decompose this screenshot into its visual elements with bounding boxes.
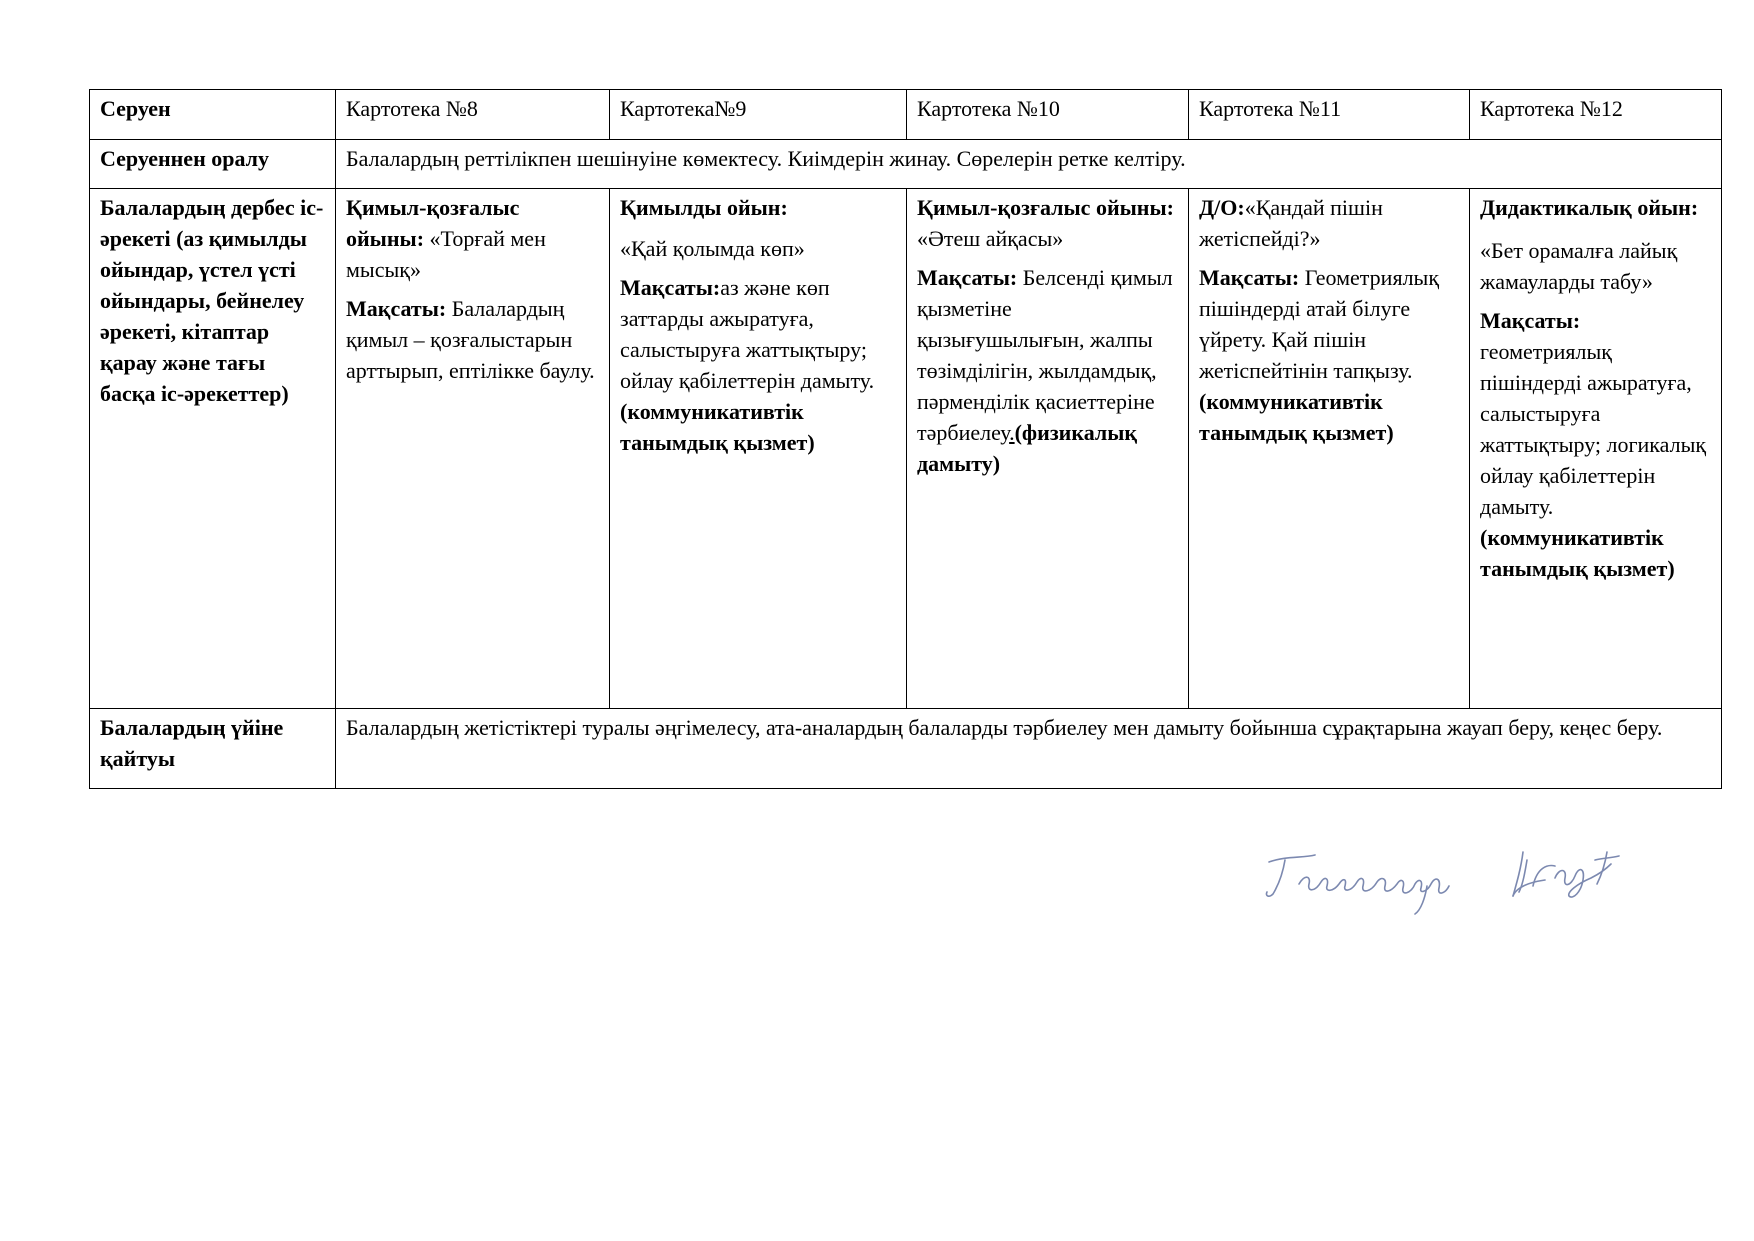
game-type: Д/О: — [1199, 195, 1245, 220]
game-type: Қимылды ойын: — [620, 195, 788, 220]
goal-dot: . — [1009, 420, 1015, 445]
game-name: «Қандай пішін жетіспейді?» — [1199, 195, 1383, 251]
row-label-activity: Балалардың дербес іс-әрекеті (аз қимылды ойындар, үстел үсті ойындары, бейнелеу әрекеті, кітаптар қарау және тағы басқа іс-әрекеттер) — [90, 189, 336, 709]
game-name: «Бет орамалға лайық жамауларды табу» — [1480, 238, 1678, 294]
row-label-return-walk: Серуеннен оралу — [90, 140, 336, 189]
row-activity — [90, 189, 1722, 709]
development-area: (коммуникативтік танымдық қызмет) — [620, 399, 815, 455]
activity-cell-3 — [907, 189, 1189, 709]
game-name: «Қай қолымда көп» — [620, 236, 805, 261]
activity-cell-2 — [610, 189, 907, 709]
goal-label: Мақсаты: — [1199, 265, 1300, 290]
goal-text: Балалардың қимыл – қозғалыстарын арттырып, ептілікке баулу. — [346, 296, 595, 383]
development-area: (коммуникативтік танымдық қызмет) — [1199, 389, 1394, 445]
goal-label: Мақсаты: — [620, 275, 721, 300]
signature-strokes — [1266, 852, 1619, 914]
goal-label: Мақсаты: — [1480, 308, 1581, 333]
card-cell-8: Картотека №8 — [336, 90, 610, 140]
daily-plan-table — [89, 89, 1722, 789]
goal-label: Мақсаты: — [346, 296, 447, 321]
row-return-walk — [90, 140, 1722, 189]
card-cell-11: Картотека №11 — [1189, 90, 1470, 140]
activity-cell-4 — [1189, 189, 1470, 709]
goal-text: аз және көп заттарды ажыратуға, салыстыруға жаттықтыру; ойлау қабілеттерін дамыту. — [620, 275, 875, 393]
activity-cell-5 — [1470, 189, 1722, 709]
game-type: Қимыл-қозғалыс ойыны: — [917, 195, 1174, 220]
card-cell-12: Картотека №12 — [1470, 90, 1722, 140]
going-home-text: Балалардың жетістіктері туралы әңгімелесу, ата-аналардың балаларды тәрбиелеу мен дамыту бойынша сұрақтарына жауап беру, кеңес беру. — [336, 709, 1722, 789]
goal-text: Белсенді қимыл қызметіне қызығушылығын, жалпы төзімділігін, жылдамдық, пәрменділік қасиеттеріне тәрбиелеу — [917, 265, 1173, 445]
return-walk-text: Балалардың реттілікпен шешінуіне көмектесу. Киімдерін жинау. Сөрелерін ретке келтіру. — [336, 140, 1722, 189]
handwritten-signature — [1255, 838, 1675, 918]
card-cell-9: Картотека№9 — [610, 90, 907, 140]
development-area: (коммуникативтік танымдық қызмет) — [1480, 525, 1675, 581]
row-going-home — [90, 709, 1722, 789]
game-type: Дидактикалық ойын: — [1480, 195, 1699, 220]
signature-icon — [1255, 838, 1675, 918]
development-area: (физикалық дамыту) — [917, 420, 1138, 476]
row-label-going-home: Балалардың үйіне қайтуы — [90, 709, 336, 789]
card-cell-10: Картотека №10 — [907, 90, 1189, 140]
row-label-walk: Серуен — [90, 90, 336, 140]
goal-label: Мақсаты: — [917, 265, 1018, 290]
game-type: Қимыл-қозғалыс ойыны: — [346, 195, 520, 251]
game-name: «Торғай мен мысық» — [346, 226, 546, 282]
game-name: «Әтеш айқасы» — [917, 226, 1064, 251]
row-walk — [90, 90, 1722, 140]
activity-cell-1 — [336, 189, 610, 709]
goal-text: геометриялық пішіндерді ажыратуға, салыстыруға жаттықтыру; логикалық ойлау қабілеттерін дамыту. — [1480, 339, 1707, 519]
goal-text: Геометриялық пішіндерді атай білуге үйрету. Қай пішін жетіспейтінін тапқызу. — [1199, 265, 1440, 383]
